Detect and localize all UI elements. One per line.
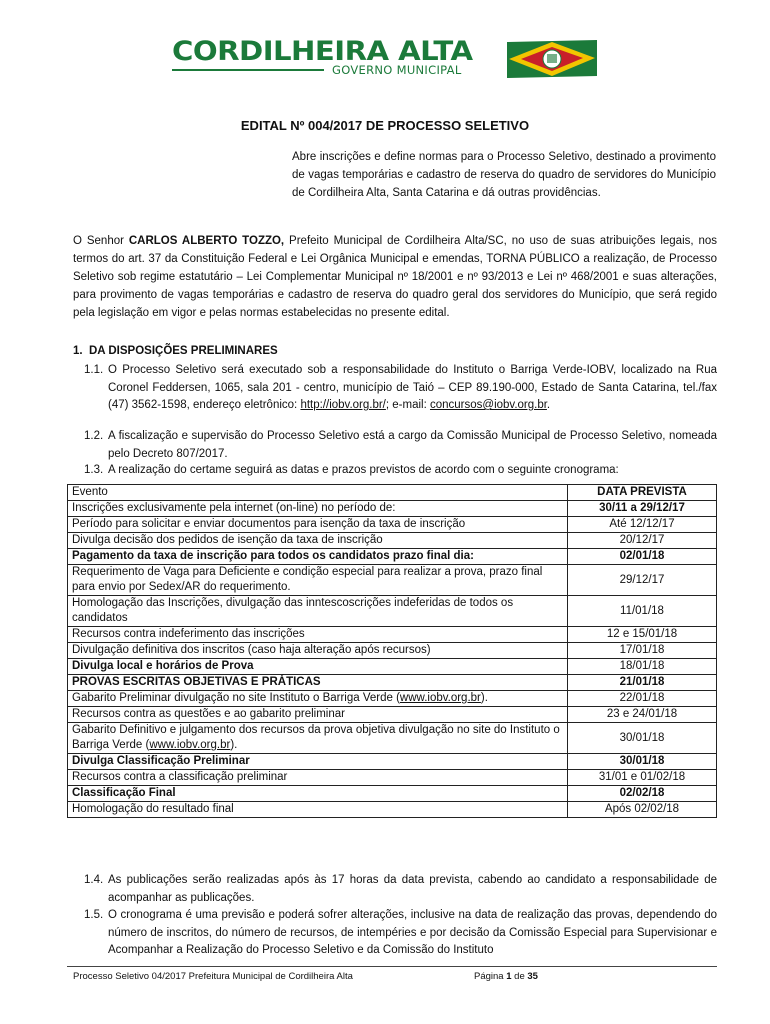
event-cell <box>68 675 568 691</box>
date-cell: 30/11 a 29/12/17 <box>568 501 717 517</box>
intro-paragraph <box>73 232 717 322</box>
event-text: Gabarito Definitivo e julgamento dos recursos da prova objetiva divulgação no site do Instituto o Barriga Verde ( <box>72 724 560 751</box>
item-text: As publicações serão realizadas após às 17 horas da data prevista, cabendo ao candidato a responsabilidade de acompanhar as publicações. <box>108 874 717 904</box>
table-row <box>68 549 717 565</box>
item-text: A realização do certame seguirá as datas e prazos previstos de acordo com o seguinte cronograma: <box>108 464 619 476</box>
table-header-row <box>68 485 717 501</box>
date-cell: 11/01/18 <box>568 596 717 627</box>
table-row <box>68 659 717 675</box>
event-cell <box>68 643 568 659</box>
date-cell: Após 02/02/18 <box>568 802 717 818</box>
date-cell: 02/01/18 <box>568 549 717 565</box>
item-1-3 <box>84 462 717 480</box>
item-1-5 <box>84 907 717 960</box>
event-cell <box>68 786 568 802</box>
footer-text: Processo Seletivo 04/2017 Prefeitura Municipal de Cordilheira Alta <box>73 971 353 982</box>
item-text: O cronograma é uma previsão e poderá sofrer alterações, inclusive na data de realização das provas, dependendo do número de inscritos, do número de recursos, de intempéries e por decisão da Comissão Especial para Supervisionar e Acompanhar a Realização do Processo Seletivo e da Comissão do Instituto <box>108 909 717 956</box>
footer-page-number <box>474 971 538 982</box>
event-text-end: ). <box>230 739 238 751</box>
event-text: Homologação das Inscrições, divulgação das inntescoscrições indeferidas de todos os candidatos <box>72 597 514 624</box>
event-text-end: ). <box>480 692 488 704</box>
event-text: Classificação Final <box>72 787 176 799</box>
event-text: Inscrições exclusivamente pela internet (on-line) no período de: <box>72 502 396 514</box>
footer-divider <box>67 966 717 967</box>
table-row <box>68 643 717 659</box>
table-row <box>68 786 717 802</box>
logo-subtitle: GOVERNO MUNICIPAL <box>332 63 462 77</box>
event-cell <box>68 565 568 596</box>
mayor-name: CARLOS ALBERTO TOZZO, <box>128 235 285 247</box>
logo-underline <box>172 69 324 71</box>
date-cell: 20/12/17 <box>568 533 717 549</box>
iobv-site-link[interactable]: www.iobv.org.br <box>399 692 481 704</box>
date-cell: 02/02/18 <box>568 786 717 802</box>
event-cell <box>68 549 568 565</box>
intro-text: Prefeito Municipal de Cordilheira Alta/SC, no uso de suas atribuições legais, nos termos do art. 37 da Constituição Federal e Lei Orgânica Municipal e emendas, TORNA PÚBLICO a realização, de Processo Seletivo sob regime estatutário – Lei Complementar Municipal nº 18/2001 e nº 93/2013 e Lei nº 468/2001 e suas alterações, para provimento de vagas temporárias e cadastro de reserva do quadro geral dos servidores do Município, que será regido pela legislação em vigor e pelas normas estabelecidas no presente edital. <box>73 235 718 319</box>
table-row <box>68 565 717 596</box>
event-cell <box>68 723 568 754</box>
event-text: Recursos contra as questões e ao gabarito preliminar <box>72 708 345 720</box>
date-cell: 21/01/18 <box>568 675 717 691</box>
event-text: Período para solicitar e enviar documentos para isenção da taxa de inscrição <box>72 518 466 530</box>
iobv-site-link[interactable]: www.iobv.org.br <box>149 739 231 751</box>
item-number: 1.1. <box>84 364 104 376</box>
item-number: 1.2. <box>84 430 104 442</box>
event-cell <box>68 802 568 818</box>
date-cell: Até 12/12/17 <box>568 517 717 533</box>
event-cell <box>68 691 568 707</box>
date-cell: 17/01/18 <box>568 643 717 659</box>
event-cell <box>68 596 568 627</box>
event-text: Requerimento de Vaga para Deficiente e condição especial para realizar a prova, prazo final para envio por Sedex/AR do requerimento. <box>72 566 543 593</box>
date-cell: 18/01/18 <box>568 659 717 675</box>
page-total: 35 <box>527 971 538 982</box>
date-cell: 30/01/18 <box>568 754 717 770</box>
item-text: A fiscalização e supervisão do Processo Seletivo está a cargo da Comissão Municipal de Processo Seletivo, nomeada pelo Decreto 807/2017. <box>108 430 717 460</box>
item-number: 1.4. <box>84 874 104 886</box>
event-text: Pagamento da taxa de inscrição para todos os candidatos prazo final dia: <box>72 550 474 562</box>
event-cell <box>68 770 568 786</box>
event-cell <box>68 517 568 533</box>
table-row <box>68 533 717 549</box>
table-row <box>68 596 717 627</box>
table-row <box>68 501 717 517</box>
abstract-paragraph: Abre inscrições e define normas para o Processo Seletivo, destinado a provimento de vagas temporárias e cadastro de reserva do quadro de servidores do Município de Cordilheira Alta, Santa Catarina e dá outras providências. <box>292 151 716 199</box>
table-row <box>68 723 717 754</box>
table-row <box>68 707 717 723</box>
page-of: de <box>511 971 528 982</box>
section-heading: 1. DA DISPOSIÇÕES PRELIMINARES <box>73 345 278 357</box>
page-current: 1 <box>506 971 512 982</box>
date-column-header: DATA PREVISTA <box>568 485 717 501</box>
event-text: PROVAS ESCRITAS OBJETIVAS E PRÁTICAS <box>72 676 321 688</box>
item-text-mid: ; e-mail: <box>385 399 430 411</box>
date-cell: 30/01/18 <box>568 723 717 754</box>
event-cell <box>68 627 568 643</box>
event-cell <box>68 533 568 549</box>
event-column-header: Evento <box>68 485 568 501</box>
intro-prefix: O Senhor <box>73 235 129 247</box>
date-cell: 31/01 e 01/02/18 <box>568 770 717 786</box>
event-cell <box>68 659 568 675</box>
table-row <box>68 675 717 691</box>
event-text: Divulga local e horários de Prova <box>72 660 254 672</box>
event-cell <box>68 754 568 770</box>
table-row <box>68 517 717 533</box>
event-text: Recursos contra a classificação preliminar <box>72 771 288 783</box>
event-text: Gabarito Preliminar divulgação no site Instituto o Barriga Verde ( <box>72 692 400 704</box>
event-cell <box>68 501 568 517</box>
date-cell: 23 e 24/01/18 <box>568 707 717 723</box>
event-cell <box>68 707 568 723</box>
table-row <box>68 770 717 786</box>
page-label: Página <box>474 971 507 982</box>
item-number: 1.3. <box>84 464 104 476</box>
iobv-site-link[interactable]: http://iobv.org.br/ <box>300 399 386 411</box>
event-text: Divulgação definitiva dos inscritos (caso haja alteração após recursos) <box>72 644 431 656</box>
item-1-4 <box>84 872 717 907</box>
event-text: Divulga Classificação Preliminar <box>72 755 250 767</box>
event-text: Divulga decisão dos pedidos de isenção da taxa de inscrição <box>72 534 383 546</box>
date-cell: 29/12/17 <box>568 565 717 596</box>
document-title: EDITAL Nº 004/2017 DE PROCESSO SELETIVO <box>240 118 530 133</box>
date-cell: 22/01/18 <box>568 691 717 707</box>
table-row <box>68 627 717 643</box>
schedule-table <box>67 484 717 818</box>
item-text-end: . <box>546 399 551 411</box>
date-cell: 12 e 15/01/18 <box>568 627 717 643</box>
table-row <box>68 754 717 770</box>
item-number: 1.5. <box>84 909 104 921</box>
table-row <box>68 802 717 818</box>
item-1-1 <box>84 362 717 415</box>
event-text: Recursos contra indeferimento das inscrições <box>72 628 305 640</box>
logo-title: CORDILHEIRA ALTA <box>172 36 473 67</box>
item-1-2 <box>84 428 717 463</box>
table-row <box>68 691 717 707</box>
municipal-flag-icon <box>507 40 597 78</box>
event-text: Homologação do resultado final <box>72 803 234 815</box>
item-text: O Processo Seletivo será executado sob a responsabilidade do Instituto o Barriga Verde-IOBV, localizado na Rua Coronel Feddersen, 1065, sala 201 - centro, município de Taió – CEP 89.190-000, Estado de Santa Catarina, tel./fax (47) 3562-1598, endereço eletrônico: <box>108 364 717 411</box>
iobv-email-link[interactable]: concursos@iobv.org.br <box>429 399 547 411</box>
